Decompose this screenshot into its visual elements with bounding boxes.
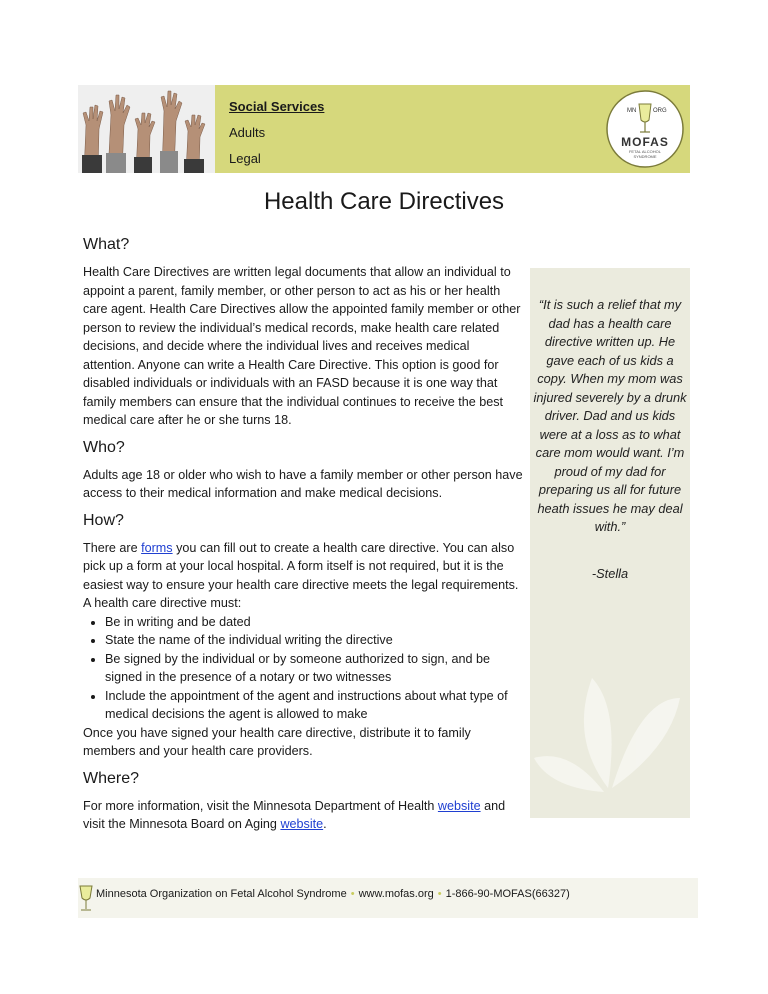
footer-website[interactable]: www.mofas.org [358, 888, 434, 900]
page-title: Health Care Directives [263, 188, 505, 215]
logo-tagline-1: FETAL ALCOHOL [628, 149, 662, 154]
raised-hands-photo [78, 85, 215, 173]
logo-mn-text: MN [627, 108, 637, 114]
requirements-list [83, 613, 523, 724]
logo-tagline-2: SYNDROME [633, 154, 657, 159]
main-content [83, 235, 523, 834]
list-item: • State the name of the individual writing the directive [105, 631, 523, 650]
section-body-how [83, 539, 523, 613]
leaf-decoration [530, 268, 690, 818]
footer-org-name: Minnesota Organization on Fetal Alcohol Syndrome [96, 888, 347, 900]
list-item: • Be in writing and be dated [105, 613, 523, 632]
footer-separator: • [437, 888, 442, 900]
list-item: • Be signed by the individual or by someone authorized to sign, and be signed in the presence of a notary or two witnesses [105, 650, 523, 687]
section-body-where [83, 797, 523, 834]
footer-separator: • [350, 888, 355, 900]
section-nav [229, 94, 324, 172]
board-on-aging-website-link[interactable]: website [280, 817, 324, 831]
footer-glass-icon [76, 884, 96, 914]
logo-mofas-text: MOFAS [621, 135, 669, 149]
mdh-website-link[interactable]: website [437, 798, 481, 813]
how-outro: Once you have signed your health care directive, distribute it to family members and your health care providers. [83, 725, 471, 758]
nav-item-legal[interactable]: Legal [229, 151, 261, 166]
section-body-who: Adults age 18 or older who wish to have a family member or other person have access to their medical information and make medical decisions. [83, 467, 523, 500]
where-text-1: For more information, visit the Minnesota Department of Health [83, 798, 438, 813]
section-heading-who: Who? [83, 438, 125, 456]
quote-panel [530, 268, 690, 818]
section-body-what: Health Care Directives are written legal documents that allow an individual to appoint a parent, family member, or other person to act as his or her health care agent. Health Care Directives allow the appointed family member or other person to review the individual’s medical records, make health care related decisions, and decide where the individual lives and receives medical attention. Anyone can write a Health Care Directive. This option is good for disabled individuals or individuals with an FASD because it is one way that family members can ensure that the individual continues to receive the best medical care after he or she turns 18. [83, 265, 521, 427]
mofas-logo [606, 90, 684, 168]
where-text-3: . [323, 817, 327, 831]
logo-org-text: ORG [653, 108, 667, 114]
how-intro-start: There are [83, 540, 142, 555]
section-heading-where: Where? [83, 769, 140, 787]
how-intro-end: you can fill out to create a health care directive. You can also pick up a form at your local hospital. A form itself is not required, but it is the easiest way to ensure your health care directive meets the legal requirements. A health care directive must: [83, 540, 519, 610]
nav-item-adults[interactable]: Adults [229, 125, 266, 140]
where-text-2: and visit the Minnesota Board on Aging [83, 798, 506, 831]
footer-contact [96, 888, 570, 900]
nav-item-social-services[interactable]: Social Services [229, 99, 325, 114]
testimonial-quote: “It is such a relief that my dad has a health care directive written up. He gave each of us kids a copy. When my mom was injured severely by a drunk driver. Dad and us kids were at a loss as to what care mom would want. I’m proud of my dad for preparing us all for future heath issues he may deal with.” [533, 297, 687, 534]
section-heading-what: What? [83, 236, 130, 253]
footer-phone: 1-866-90-MOFAS(66327) [445, 888, 570, 900]
forms-link[interactable]: forms [141, 540, 173, 555]
section-heading-how: How? [83, 511, 124, 529]
list-item: • Include the appointment of the agent and instructions about what type of medical decisions the agent is allowed to make [105, 687, 523, 724]
quote-author: -Stella [591, 566, 629, 581]
